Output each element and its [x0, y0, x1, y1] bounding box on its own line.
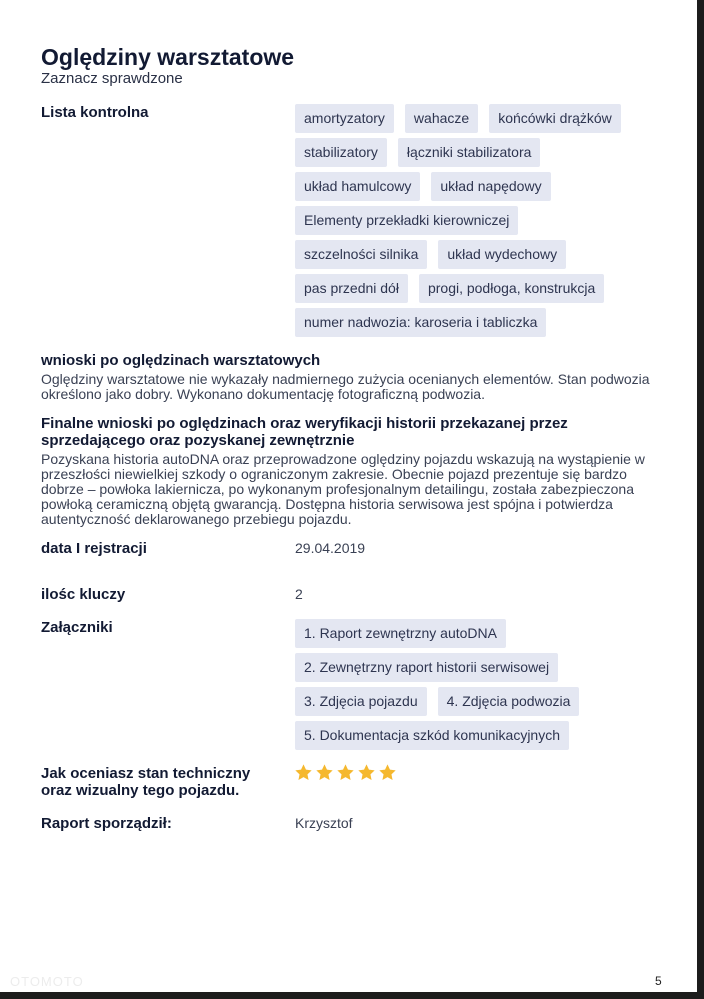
checklist-tag: numer nadwozia: karoseria i tabliczka	[295, 308, 546, 337]
checklist-tag: progi, podłoga, konstrukcja	[419, 274, 604, 303]
checklist-tag: układ wydechowy	[438, 240, 566, 269]
final-conclusions-heading: Finalne wnioski po oględzinach oraz weryfikacji historii przekazanej przez sprzedającego oraz pozyskanej zewnętrznie	[41, 415, 568, 449]
attachment-link[interactable]: 3. Zdjęcia pojazdu	[295, 687, 427, 716]
attachments-label: Załączniki	[41, 619, 113, 636]
page-subtitle: Zaznacz sprawdzone	[41, 70, 183, 87]
checklist-tag: szczelności silnika	[295, 240, 427, 269]
attachments-list	[295, 619, 655, 750]
checklist-tag: Elementy przekładki kierowniczej	[295, 206, 518, 235]
page-title: Oględziny warsztatowe	[41, 44, 295, 70]
star-icon	[357, 763, 376, 782]
workshop-conclusions-heading: wnioski po oględzinach warsztatowych	[41, 352, 321, 369]
checklist-tag: końcówki drążków	[489, 104, 621, 133]
checklist-tag: amortyzatory	[295, 104, 394, 133]
checklist-tag: układ hamulcowy	[295, 172, 420, 201]
workshop-conclusions-text: Oględziny warsztatowe nie wykazały nadmiernego zużycia ocenianych elementów. Stan podwozia określono jako dobry. Wykonano dokumentację fotograficzną podwozia.	[41, 371, 650, 402]
checklist-tag: wahacze	[405, 104, 478, 133]
author-value: Krzysztof	[295, 815, 353, 831]
checklist-tag: układ napędowy	[431, 172, 550, 201]
registration-date-label: data I rejstracji	[41, 540, 147, 557]
author-label: Raport sporządził:	[41, 815, 172, 832]
attachment-link[interactable]: 4. Zdjęcia podwozia	[438, 687, 580, 716]
keys-count-value: 2	[295, 586, 303, 602]
checklist-tag: stabilizatory	[295, 138, 387, 167]
final-conclusions-text: Pozyskana historia autoDNA oraz przeprowadzone oględziny pojazdu wskazują na wystąpienie w przeszłości niewielkiej szkody o ograniczonym zakresie. Obecnie pojazd prezentuje się bardzo dobrze – powłoka lakiernicza, po wykonanym profesjonalnym detailingu, została zabezpieczona powłoką ceramiczną objętą gwarancją. Dostępna historia serwisowa jest spójna i potwierdza autentyczność deklarowanego przebiegu pojazdu.	[41, 451, 645, 527]
rating-label: Jak oceniasz stan techniczny oraz wizualny tego pojazdu.	[41, 765, 251, 799]
checklist-tag: pas przedni dół	[295, 274, 408, 303]
star-icon	[336, 763, 355, 782]
registration-date-value: 29.04.2019	[295, 540, 366, 556]
attachment-link[interactable]: 1. Raport zewnętrzny autoDNA	[295, 619, 506, 648]
checklist-tag: łączniki stabilizatora	[398, 138, 541, 167]
star-icon	[294, 763, 313, 782]
keys-count-label: ilośc kluczy	[41, 586, 126, 603]
star-icon	[315, 763, 334, 782]
checklist-tags	[295, 104, 655, 337]
attachment-link[interactable]: 2. Zewnętrzny raport historii serwisowej	[295, 653, 558, 682]
attachment-link[interactable]: 5. Dokumentacja szkód komunikacyjnych	[295, 721, 569, 750]
star-icon	[378, 763, 397, 782]
checklist-label: Lista kontrolna	[41, 104, 149, 121]
watermark: OTOMOTO	[10, 974, 84, 989]
rating-stars	[294, 763, 397, 782]
page-number: 5	[655, 974, 662, 988]
